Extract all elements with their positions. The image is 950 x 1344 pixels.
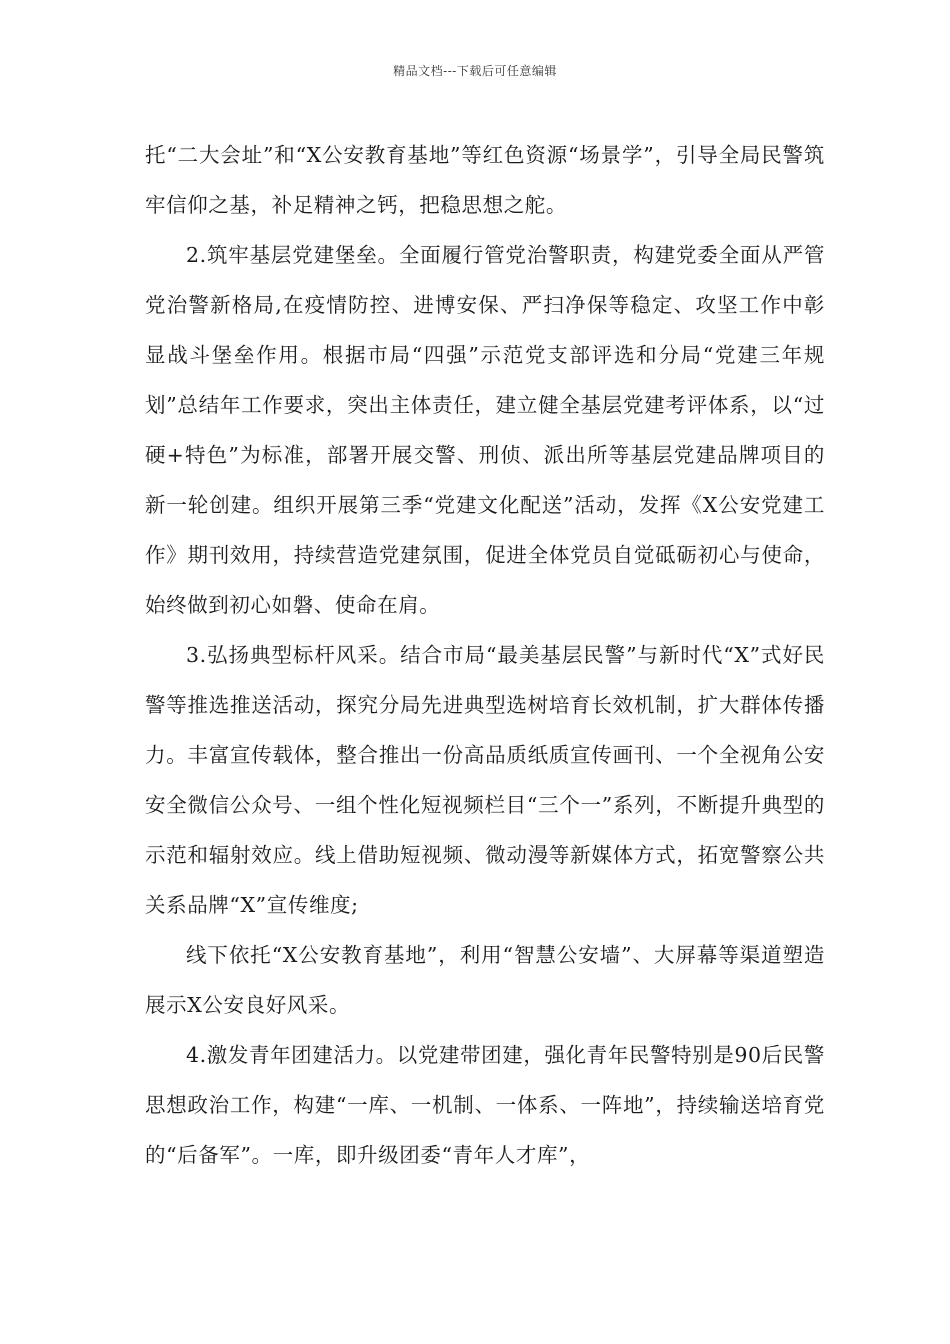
page-header: 精品文档---下载后可任意编辑 (393, 64, 557, 78)
paragraph-party-building: 2.筑牢基层党建堡垒。全面履行管党治警职责，构建党委全面从严管党治警新格局,在疫情防控、进博安保、严扫净保等稳定、攻坚工作中彰显战斗堡垒作用。根据市局“四强”示范党支部评选和分局“党建三年规划”总结年工作要求，突出主体责任，建立健全基层党建考评体系，以“过硬+特色”为标准，部署开展交警、刑侦、派出所等基层党建品牌项目的新一轮创建。组织开展第三季“党建文化配送”活动，发挥《X公安党建工作》期刊效用，持续营造党建氛围，促进全体党员自觉砥砺初心与使命，始终做到初心如磐、使命在肩。 (145, 243, 825, 617)
paragraph-role-models: 3.弘扬典型标杆风采。结合市局“最美基层民警”与新时代“X”式好民警等推选推送活动，探究分局先进典型选树培育长效机制，扩大群体传播力。丰富宣传载体，整合推出一份高品质纸质宣传画刊、一个全视角公安安全微信公众号、一组个性化短视频栏目“三个一”系列，不断提升典型的示范和辐射效应。线上借助短视频、微动漫等新媒体方式，拓宽警察公共关系品牌“X”宣传维度; (145, 643, 825, 917)
paragraph-youth-league: 4.激发青年团建活力。以党建带团建，强化青年民警特别是90后民警思想政治工作，构建“一库、一机制、一体系、一阵地”，持续输送培育党的“后备军”。一库，即升级团委“青年人才库”， (145, 1043, 825, 1167)
paragraph-offline-display: 线下依托“X公安教育基地”，利用“智慧公安墙”、大屏幕等渠道塑造展示X公安良好风采。 (145, 943, 825, 1017)
paragraph-continuation: 托“二大会址”和“X公安教育基地”等红色资源“场景学”，引导全局民警筑牢信仰之基，补足精神之钙，把稳思想之舵。 (145, 143, 825, 217)
document-body (145, 130, 825, 1180)
